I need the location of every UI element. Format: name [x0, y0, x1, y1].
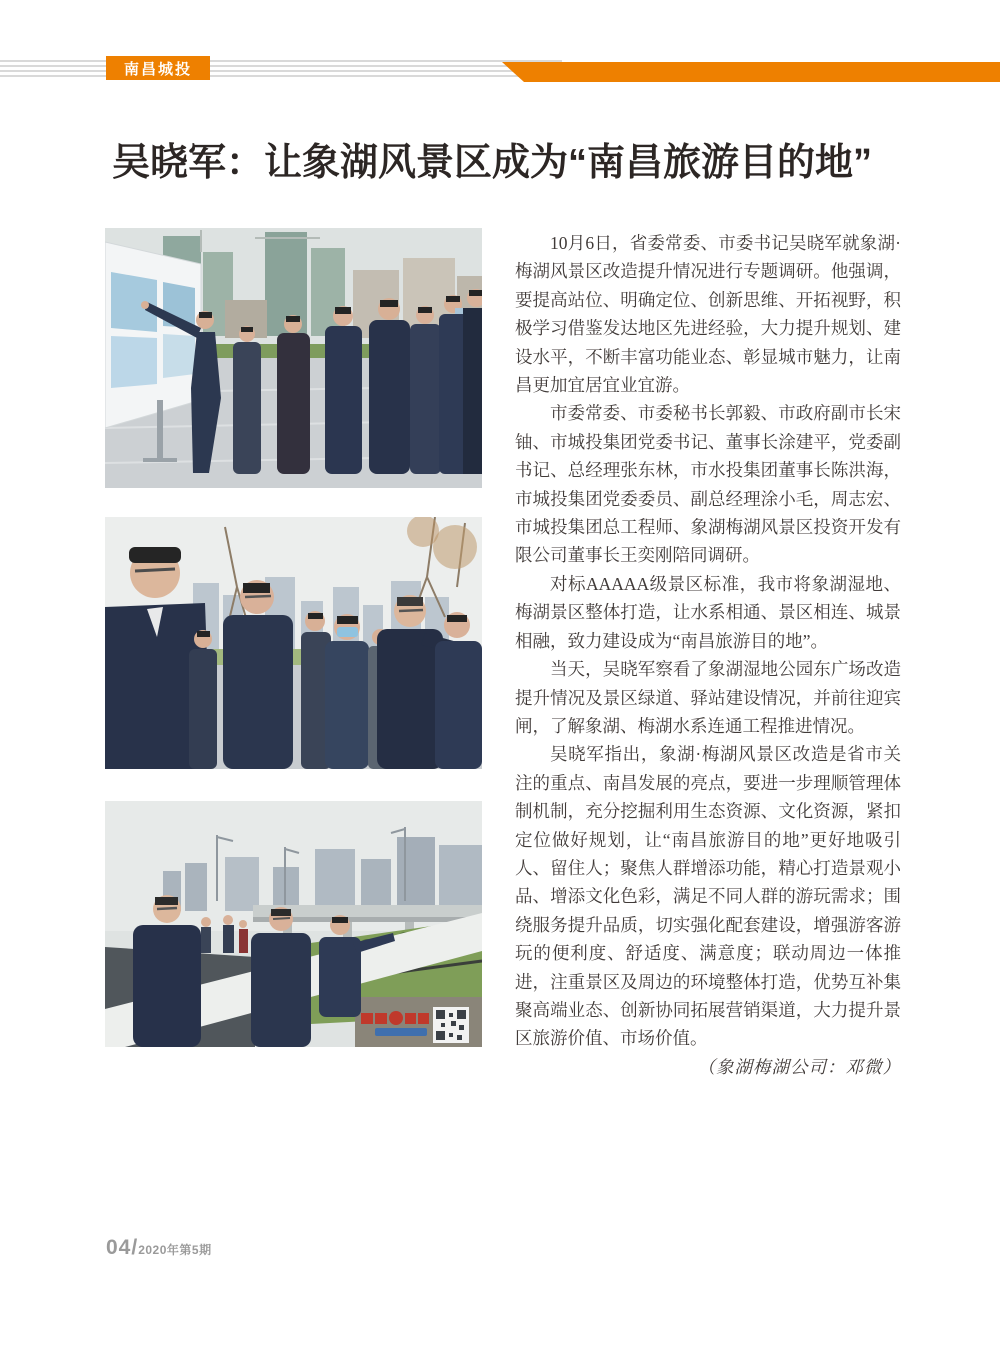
photo-2-illustration [105, 517, 482, 769]
stripe-line [0, 75, 562, 77]
autumn-foliage [433, 525, 477, 569]
stripe-line [0, 65, 562, 67]
stripe-line [0, 70, 562, 72]
page-number: 04 [106, 1236, 132, 1259]
paragraph: 当天，吴晓军察看了象湖湿地公园东广场改造提升情况及景区绿道、驿站建设情况，并前往迎宾闸，了解象湖、梅湖水系连通工程推进情况。 [515, 659, 901, 736]
paragraph: 吴晓军指出，象湖·梅湖风景区改造是省市关注的重点、南昌发展的亮点，要进一步理顺管理体制机制，充分挖掘利用生态资源、文化资源，紧扣定位做好规划，让“南昌旅游目的地”更好地吸引人、留住人；聚焦人群增添功能，精心打造景观小品、增添文化色彩，满足不同人群的游玩需求；围绕服务提升品质，切实强化配套建设，增强游客游玩的便利度、舒适度、满意度；联动周边一体推进，注重景区及周边的环境整体打造，优势互补集聚高端业态、创新协同拓展营销渠道，大力提升景区旅游价值、市场价值。 [515, 744, 901, 1049]
page-number-slash: / [131, 1236, 138, 1259]
photo-park-inspection [105, 517, 482, 769]
header-stripes [0, 60, 562, 80]
paragraph: 市委常委、市委秘书长郭毅、市政府副市长宋铀、市城投集团党委书记、董事长涂建平，党委副书记、总经理张东林，市水投集团董事长陈洪海，市城投集团党委委员、副总经理涂小毛，周志宏、市城投集团总工程师、象湖梅湖风景区投资开发有限公司董事长王奕刚陪同调研。 [515, 403, 901, 566]
paragraph: 对标AAAAA级景区标准，我市将象湖湿地、梅湖景区整体打造，让水系相通、景区相连、城景相融，致力建设成为“南昌旅游目的地”。 [515, 573, 901, 651]
section-tag: 南昌城投 [106, 56, 210, 80]
page-footer [106, 1236, 212, 1260]
photo-1-illustration [105, 228, 482, 488]
stripe-line [0, 60, 562, 62]
paragraph: 10月6日，省委常委、市委书记吴晓军就象湖·梅湖风景区改造提升情况进行专题调研。他强调，要提高站位、明确定位、创新思维、开拓视野，积极学习借鉴发达地区先进经验，大力提升规划、建设水平，不断丰富功能业态、彰显城市魅力，让南昌更加宜居宜业宜游。 [515, 233, 901, 396]
photo-display-boards [105, 228, 482, 488]
issue-label: 2020年第5期 [138, 1243, 212, 1257]
article-title: 吴晓军：让象湖风景区成为“南昌旅游目的地” [112, 142, 873, 184]
article-body [515, 229, 901, 1081]
photo-bridge-overlook [105, 801, 482, 1047]
photo-3-illustration [105, 801, 482, 1047]
byline: （象湖梅湖公司：邓微） [697, 1056, 901, 1077]
header-accent-band [502, 62, 1000, 82]
